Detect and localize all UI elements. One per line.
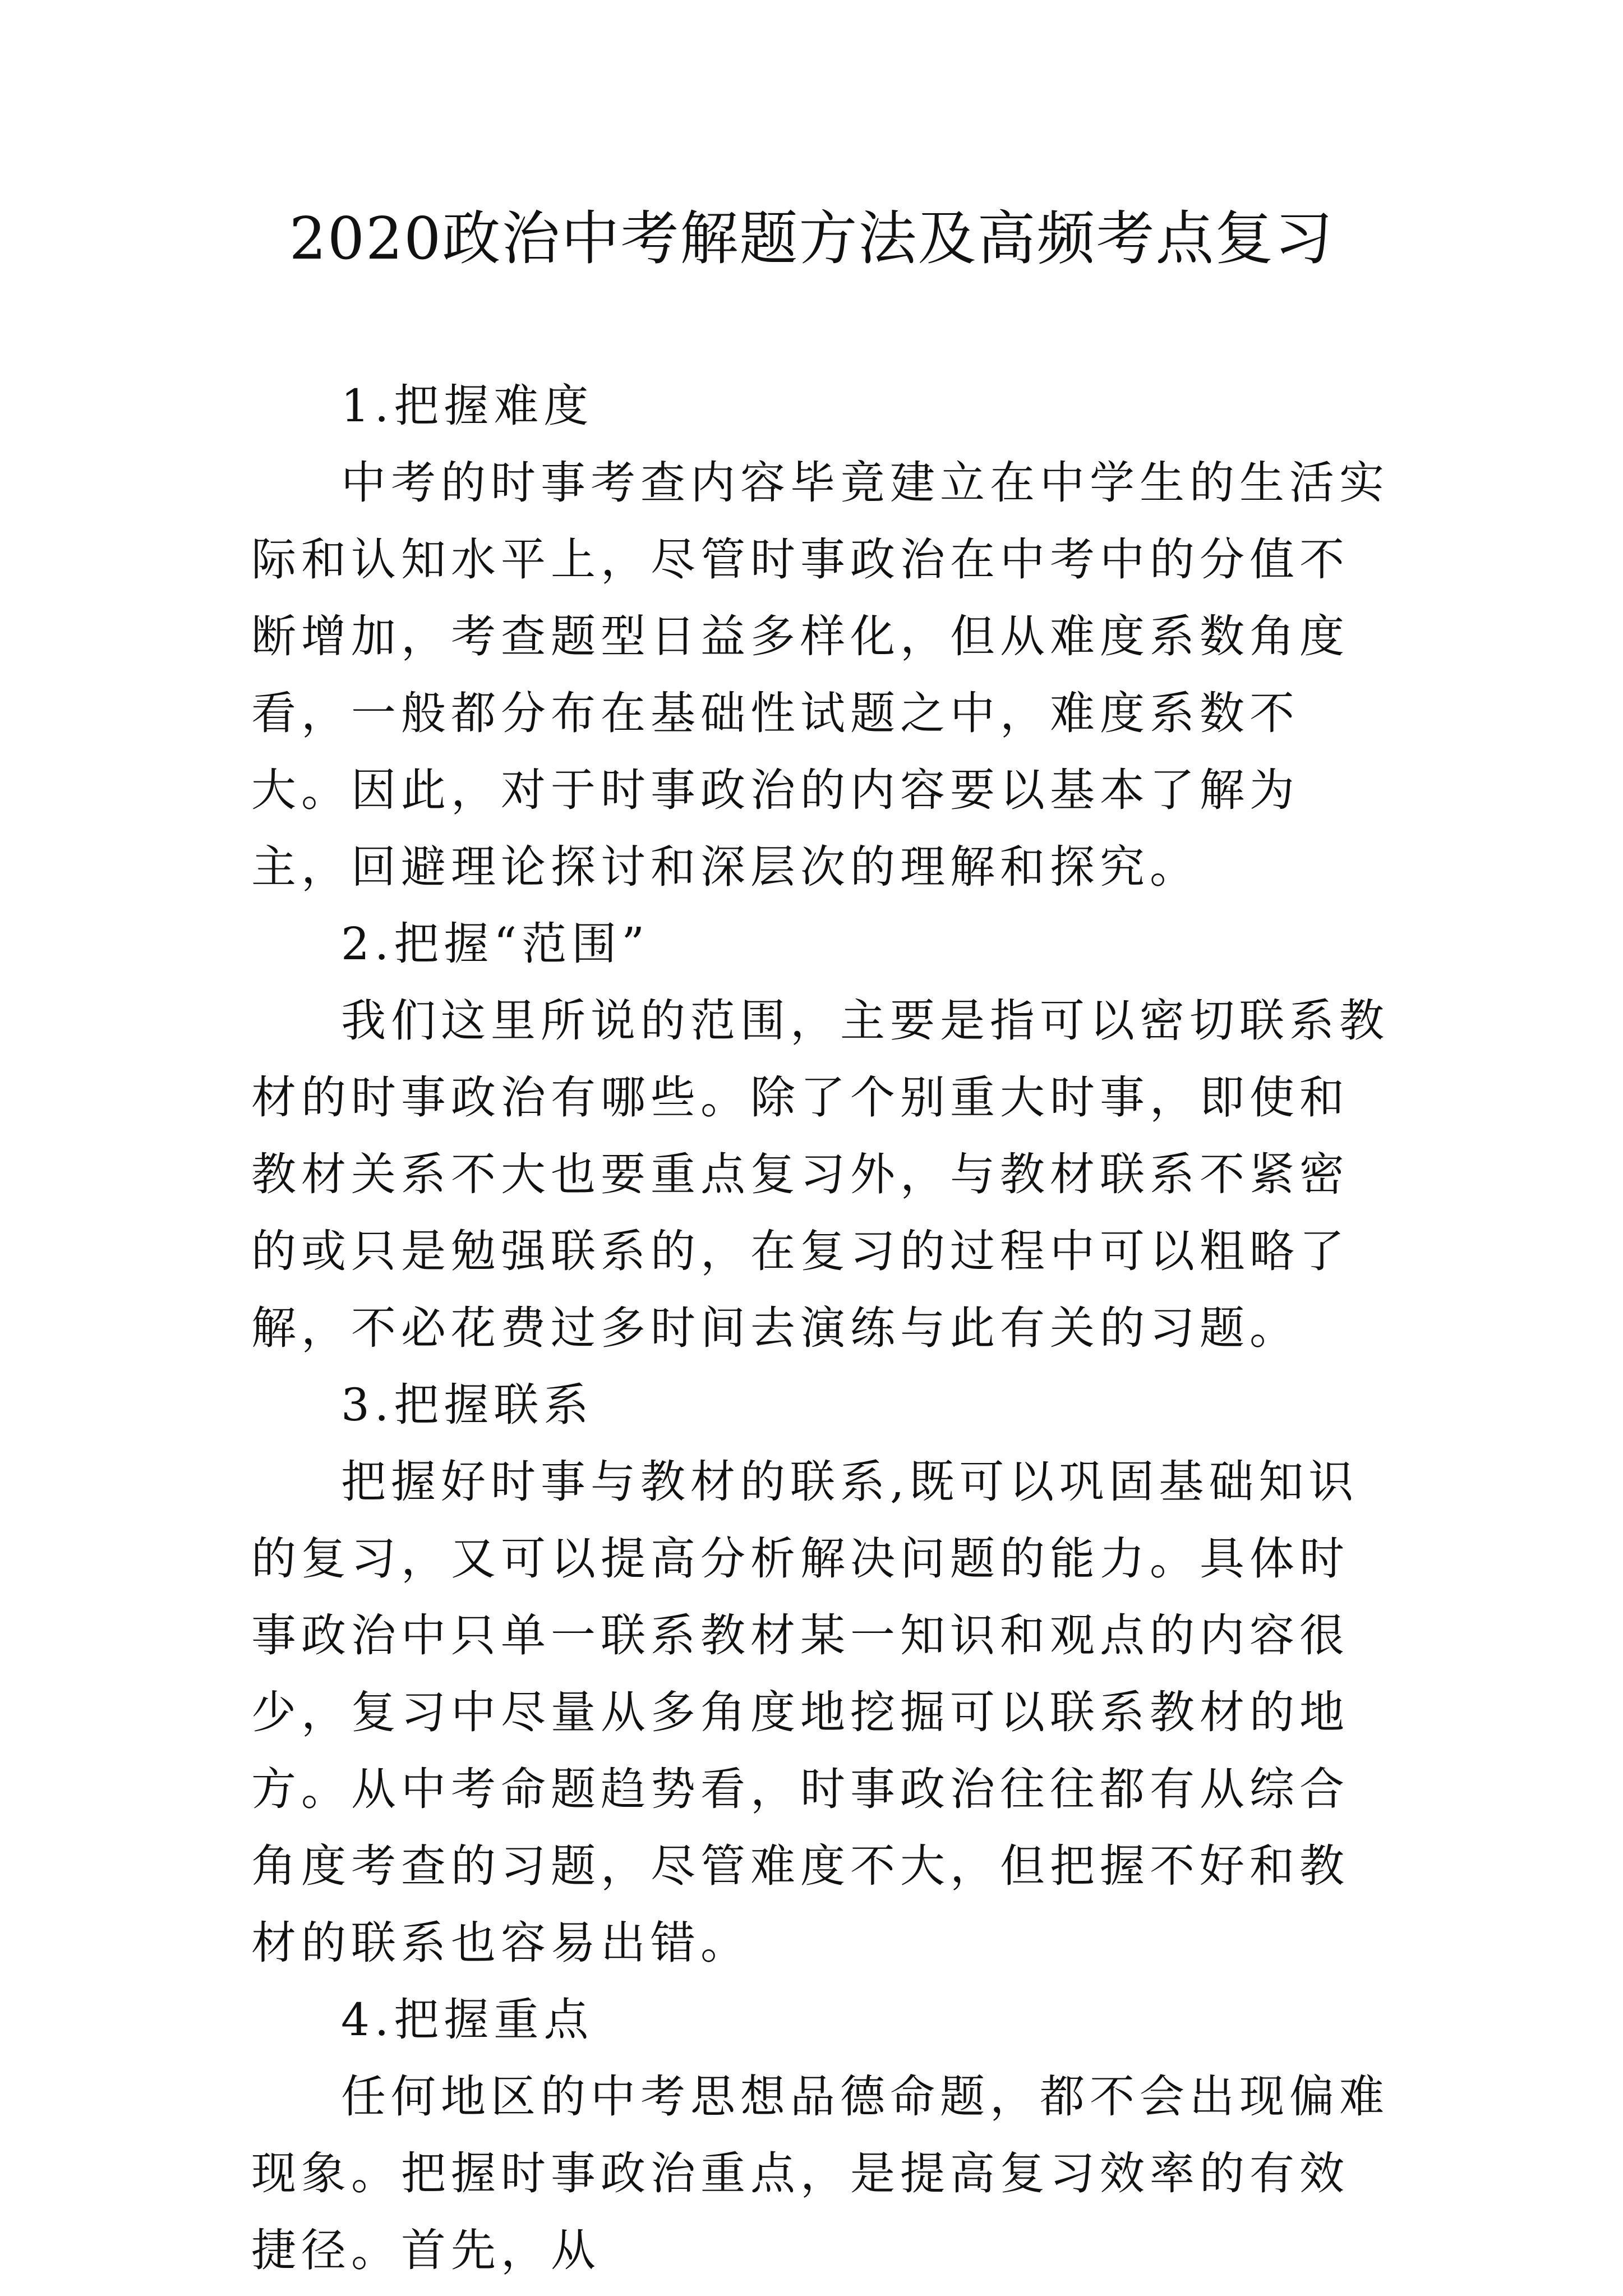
section-heading-3: 3.把握联系 [341, 1379, 594, 1431]
document-title: 2020政治中考解题方法及高频考点复习 [289, 204, 1334, 273]
section-heading-4: 4.把握重点 [341, 1994, 594, 2046]
section-paragraph-1: 中考的时事考查内容毕竟建立在中学生的生活实际和认知水平上，尽管时事政治在中考中的分值不断增加，考查题型日益多样化，但从难度系数角度看，一般都分布在基础性试题之中，难度系数不大。因此，对于时事政治的内容要以基本了解为主，回避理论探讨和深层次的理解和探究。 [251, 457, 1389, 893]
section-heading-1: 1.把握难度 [341, 380, 594, 432]
document-body [251, 367, 1395, 2289]
section-paragraph-4: 任何地区的中考思想品德命题，都不会出现偏难现象。把握时事政治重点，是提高复习效率的有效捷径。首先，从 [251, 2070, 1389, 2276]
section-paragraph-3: 把握好时事与教材的联系,既可以巩固基础知识的复习，又可以提高分析解决问题的能力。具体时事政治中只单一联系教材某一知识和观点的内容很少，复习中尽量从多角度地挖掘可以联系教材的地方。从中考命题趋势看，时事政治往往都有从综合角度考查的习题，尽管难度不大，但把握不好和教材的联系也容易出错。 [251, 1456, 1359, 1969]
section-heading-2: 2.把握“范围” [341, 918, 650, 970]
section-paragraph-2: 我们这里所说的范围，主要是指可以密切联系教材的时事政治有哪些。除了个别重大时事，即使和教材关系不大也要重点复习外，与教材联系不紧密的或只是勉强联系的，在复习的过程中可以粗略了解，不必花费过多时间去演练与此有关的习题。 [251, 995, 1389, 1354]
